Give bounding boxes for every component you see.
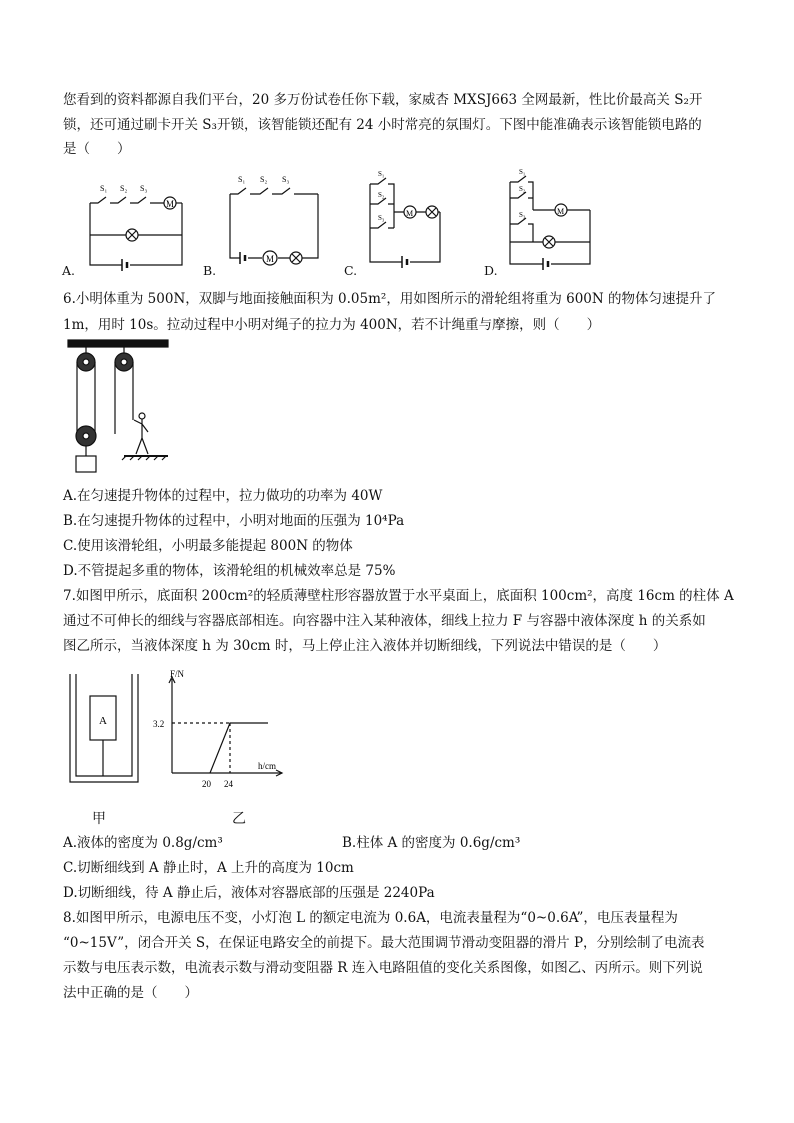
q6-option-a: A.在匀速提升物体的过程中，拉力做功的功率为 40W (63, 488, 383, 504)
tick-y-3-2: 3.2 (153, 719, 165, 729)
container-figure (66, 672, 146, 787)
svg-text:S₂: S₂ (260, 175, 268, 184)
svg-text:M: M (266, 254, 275, 264)
svg-text:S₂: S₂ (378, 191, 385, 199)
q6-text-line-2: 1m，用时 10s。拉动过程中小明对绳子的拉力为 400N，若不计绳重与摩擦，则（ ） (63, 317, 601, 333)
q7-option-a: A.液体的密度为 0.8g/cm³ (63, 835, 223, 851)
q6-option-d: D.不管提起多重的物体，该滑轮组的机械效率总是 75% (63, 563, 396, 579)
svg-text:S₁: S₁ (100, 184, 108, 193)
tick-x-20: 20 (202, 779, 211, 789)
svg-text:S₃: S₃ (282, 175, 290, 184)
svg-text:S₁: S₁ (378, 170, 385, 178)
svg-text:S₂: S₂ (519, 185, 526, 193)
circuit-diagram-b (200, 170, 330, 275)
q8-text-line-3: 示数与电压表示数，电流表示数与滑动变阻器 R 连入电路阻值的变化关系图像，如图乙、丙所示。则下列说 (63, 960, 703, 976)
svg-text:S₂: S₂ (120, 184, 128, 193)
q6-option-c: C.使用该滑轮组，小明最多能提起 800N 的物体 (63, 538, 353, 554)
q8-text-line-1: 8.如图甲所示，电源电压不变，小灯泡 L 的额定电流为 0.6A，电流表量程为“0~0.6A”，电压表量程为 (63, 910, 678, 926)
q7-text-line-2: 通过不可伸长的细线与容器底部相连。向容器中注入某种液体，细线上拉力 F 与容器中液体深度 h 的关系如 (63, 613, 706, 629)
q5-option-d: D. (484, 263, 498, 278)
q7-option-d: D.切断细线，待 A 静止后，液体对容器底部的压强是 2240Pa (63, 885, 435, 901)
q7-text-line-3: 图乙所示，当液体深度 h 为 30cm 时，马上停止注入液体并切断细线，下列说法中错误的是（ ） (63, 638, 667, 654)
q6-text-line-1: 6.小明体重为 500N，双脚与地面接触面积为 0.05m²，用如图所示的滑轮组将重为 600N 的物体匀速提升了 (63, 291, 716, 307)
svg-text:M: M (557, 207, 565, 216)
svg-text:M: M (406, 209, 414, 218)
block-a-label: A (99, 715, 107, 727)
q5-option-c: C. (344, 263, 358, 278)
q5-option-a: A. (62, 263, 76, 278)
svg-text:S₃: S₃ (519, 211, 526, 219)
q8-text-line-2: “0~15V”，闭合开关 S，在保证电路安全的前提下。最大范围调节滑动变阻器的滑片 P，分别绘制了电流表 (63, 935, 705, 951)
svg-text:S₃: S₃ (140, 184, 148, 193)
figure-yi-caption: 乙 (232, 811, 246, 827)
tick-x-24: 24 (224, 779, 233, 789)
figure-jia-caption: 甲 (92, 811, 106, 827)
q7-option-c: C.切断细线到 A 静止时，A 上升的高度为 10cm (63, 860, 354, 876)
circuit-diagram-d (495, 168, 605, 275)
circuit-diagram-c (350, 170, 460, 275)
force-depth-graph (150, 665, 290, 795)
circuit-diagram-a (60, 175, 190, 275)
q5-text-line-3: 是（ ） (63, 141, 131, 157)
q5-text-line-1: 您看到的资料都源自我们平台，20 多万份试卷任你下载，家威杏 MXSJ663 全网最新，性比价最高关 S₂开 (63, 92, 703, 108)
pulley-system-figure (64, 338, 174, 478)
motor-label: M (166, 199, 175, 209)
q7-option-b: B.柱体 A 的密度为 0.6g/cm³ (342, 835, 521, 851)
svg-text:S₁: S₁ (519, 168, 526, 176)
q5-text-line-2: 锁，还可通过刷卡开关 S₃开锁，该智能锁还配有 24 小时常亮的氛围灯。下图中能准确表示该智能锁电路的 (63, 117, 702, 133)
q5-option-b: B. (203, 263, 217, 278)
q7-text-line-1: 7.如图甲所示，底面积 200cm²的轻质薄壁柱形容器放置于水平桌面上，底面积 100cm²，高度 16cm 的柱体 A (63, 588, 734, 604)
q6-option-b: B.在匀速提升物体的过程中，小明对地面的压强为 10⁴Pa (63, 513, 405, 529)
axis-x-label: h/cm (258, 761, 276, 771)
svg-text:S₁: S₁ (238, 175, 246, 184)
q8-text-line-4: 法中正确的是（ ） (63, 985, 198, 1001)
svg-text:S₃: S₃ (378, 214, 385, 222)
axis-y-label: F/N (170, 669, 185, 679)
